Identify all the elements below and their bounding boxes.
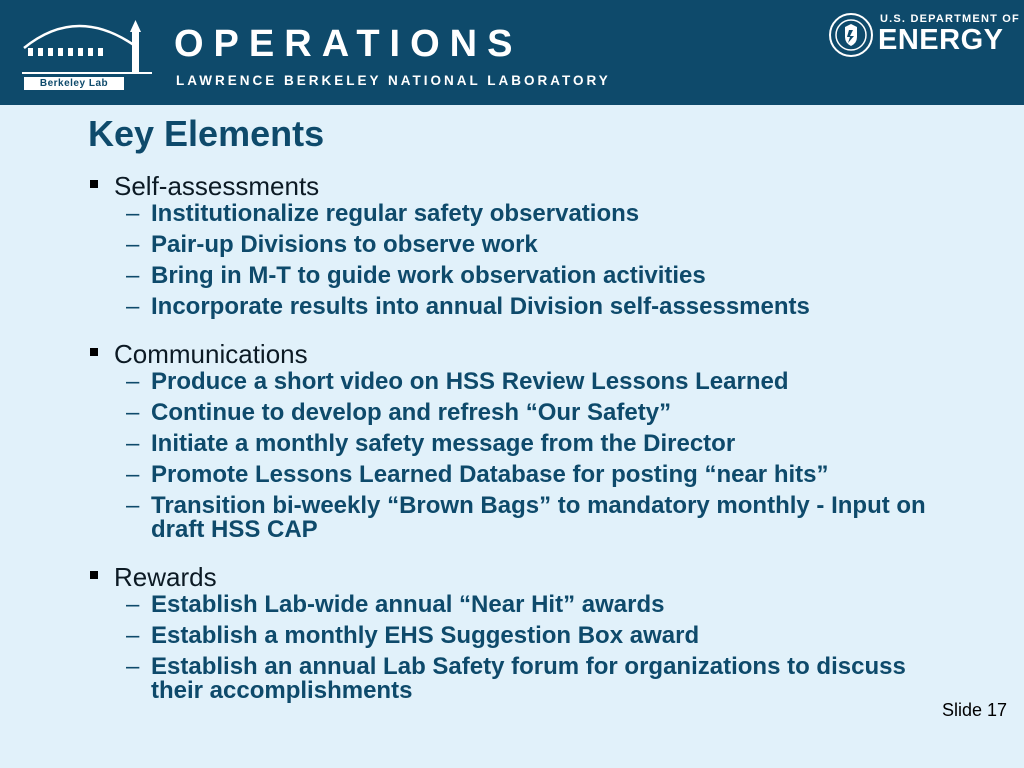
list-item-text: Institutionalize regular safety observations xyxy=(151,200,640,227)
dash-icon: – xyxy=(126,492,140,519)
list-item xyxy=(86,370,936,401)
section-label: Rewards xyxy=(114,562,217,592)
lab-logo-wordmark: Berkeley Lab xyxy=(24,77,124,90)
list-item-text: Incorporate results into annual Division self-assessments xyxy=(151,293,810,320)
list-item-text: Promote Lessons Learned Database for posting “near hits” xyxy=(151,461,829,488)
doe-department-text: U.S. DEPARTMENT OF xyxy=(880,13,1020,25)
sub-bullet-list xyxy=(86,370,936,549)
list-item-text: Transition bi-weekly “Brown Bags” to mandatory monthly - Input on draft HSS CAP xyxy=(151,492,926,543)
dash-icon: – xyxy=(126,368,140,395)
doe-seal-icon xyxy=(828,12,874,58)
list-item-text: Initiate a monthly safety message from the Director xyxy=(151,430,736,457)
dash-icon: – xyxy=(126,430,140,457)
slide-content xyxy=(86,170,936,722)
list-item xyxy=(86,401,936,432)
section-heading xyxy=(86,170,936,202)
list-item-text: Bring in M-T to guide work observation activities xyxy=(151,262,706,289)
list-item-text: Establish a monthly EHS Suggestion Box award xyxy=(151,622,700,649)
list-item xyxy=(86,655,936,710)
section-rewards xyxy=(86,561,936,710)
sub-bullet-list xyxy=(86,593,936,710)
dash-icon: – xyxy=(126,399,140,426)
list-item xyxy=(86,463,936,494)
list-item xyxy=(86,432,936,463)
header-band xyxy=(0,0,1024,105)
square-bullet-icon xyxy=(90,180,98,188)
dash-icon: – xyxy=(126,622,140,649)
list-item xyxy=(86,593,936,624)
dash-icon: – xyxy=(126,200,140,227)
list-item-text: Produce a short video on HSS Review Lessons Learned xyxy=(151,368,789,395)
doe-energy-text: ENERGY xyxy=(878,24,1004,56)
slide-title: Key Elements xyxy=(88,113,325,154)
dash-icon: – xyxy=(126,231,140,258)
list-item-text: Pair-up Divisions to observe work xyxy=(151,231,538,258)
section-communications xyxy=(86,338,936,549)
dash-icon: – xyxy=(126,293,140,320)
list-item xyxy=(86,624,936,655)
list-item xyxy=(86,233,936,264)
list-item xyxy=(86,295,936,326)
list-item-text: Establish Lab-wide annual “Near Hit” awards xyxy=(151,591,665,618)
dash-icon: – xyxy=(126,653,140,680)
square-bullet-icon xyxy=(90,571,98,579)
dash-icon: – xyxy=(126,591,140,618)
section-heading xyxy=(86,561,936,593)
list-item xyxy=(86,202,936,233)
dash-icon: – xyxy=(126,262,140,289)
sub-bullet-list xyxy=(86,202,936,326)
section-heading xyxy=(86,338,936,370)
slide-number: Slide 17 xyxy=(942,700,1008,720)
list-item xyxy=(86,264,936,295)
section-label: Self-assessments xyxy=(114,171,320,201)
section-self-assessments xyxy=(86,170,936,326)
list-item-text: Continue to develop and refresh “Our Safety” xyxy=(151,399,672,426)
header-subtitle: LAWRENCE BERKELEY NATIONAL LABORATORY xyxy=(176,73,611,88)
list-item-text: Establish an annual Lab Safety forum for organizations to discuss their accomplishments xyxy=(151,653,906,704)
list-item xyxy=(86,494,936,549)
dash-icon: – xyxy=(126,461,140,488)
square-bullet-icon xyxy=(90,348,98,356)
section-label: Communications xyxy=(114,339,308,369)
header-title: OPERATIONS xyxy=(174,23,523,65)
